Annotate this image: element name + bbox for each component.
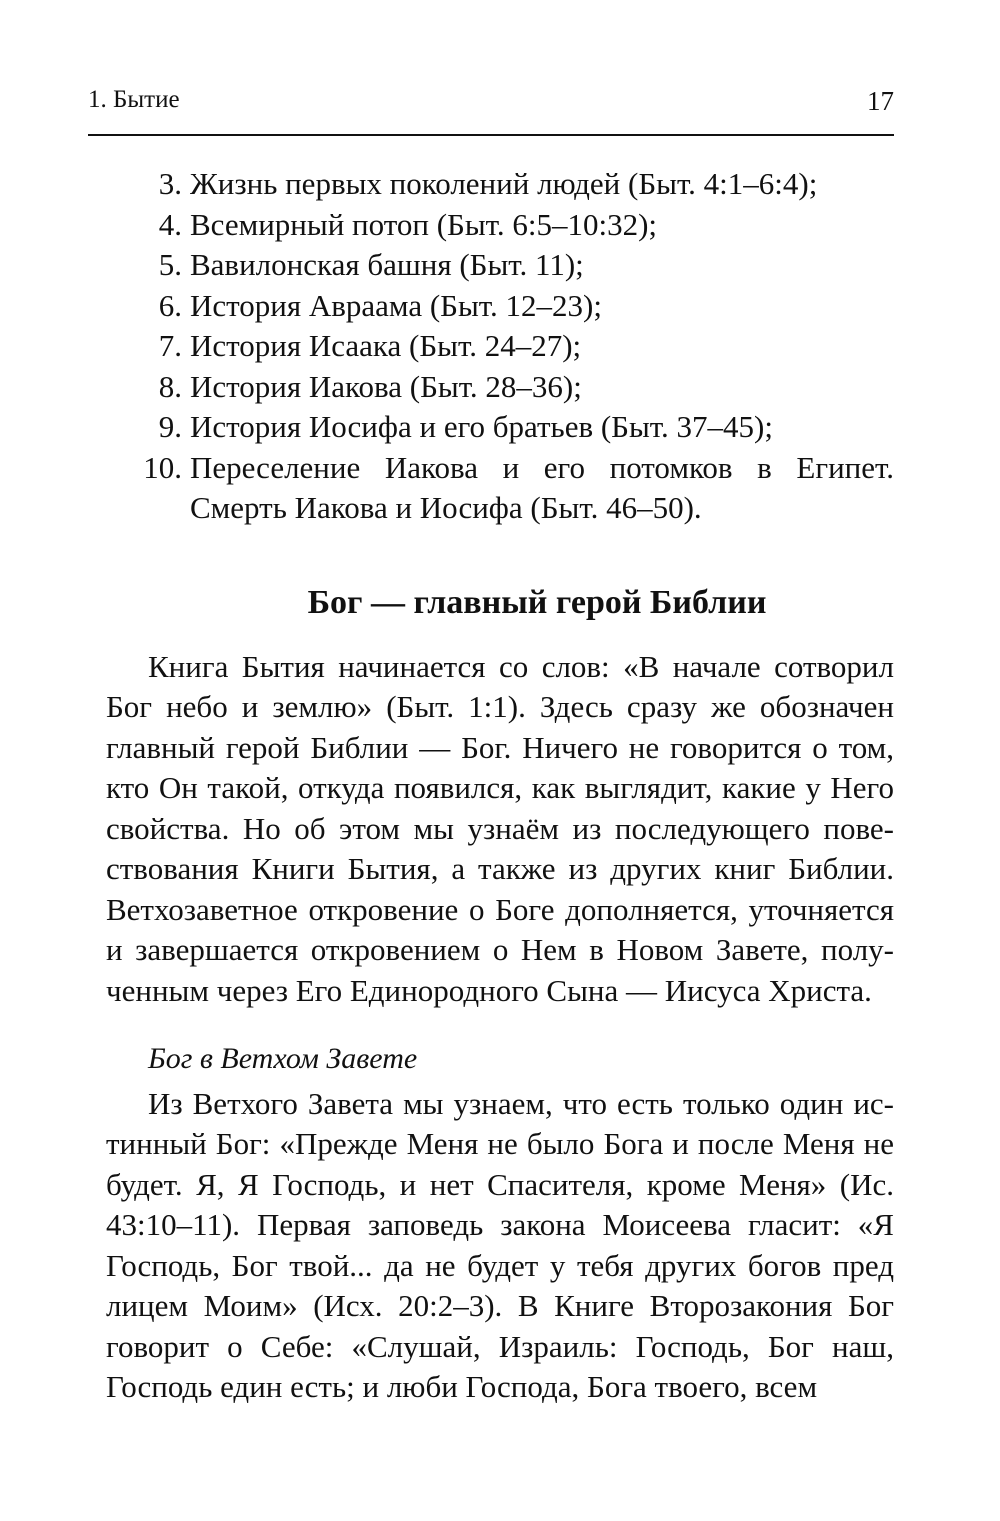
content-outline-list bbox=[100, 164, 894, 529]
list-item-number: 10. bbox=[143, 449, 182, 485]
list-item-text: История Иосифа и его братьев (Быт. 37–45); bbox=[190, 409, 773, 444]
list-item-text: История Авраама (Быт. 12–23); bbox=[190, 287, 602, 323]
body-paragraph: Книга Бытия начинается со слов: «В начале сотворил Бог небо и землю» (Быт. 1:1). Здесь сразу же обозначен главный герой Библии — Бог. Ничего не говорится о том, кто Он такой, откуда появился, как выглядит, какие у Него свойства. Но об этом мы узнаём из последующего повествования Книги Бытия, а также из других книг Библии. Ветхозаветное откровение о Боге дополняется, уточняется и завершается откровением о Нем в Новом Завете, полученным через Его Единородного Сына — Иисуса Христа. bbox=[106, 648, 894, 1008]
list-item-text: История Исаака (Быт. 24–27); bbox=[190, 328, 582, 363]
list-item-text: История Иакова (Быт. 28–36); bbox=[190, 368, 582, 404]
list-item bbox=[100, 326, 894, 367]
list-item-number: 3. bbox=[158, 166, 182, 201]
list-item-text: Переселение Иакова и его потомков в Египет. Смерть Иакова и Иосифа (Быт. 46–50). bbox=[190, 449, 894, 525]
body-paragraph: Из Ветхого Завета мы узнаем, что есть только один истинный Бог: «Прежде Меня не было Бога и после Меня не будет. Я, Я Господь, и нет Спасителя, кроме Меня» (Ис. 43:10–11). Первая заповедь закона Моисеева гласит: «Я Господь, Бог твой... да не будет у тебя других богов пред лицем Моим» (Исх. 20:2–3). В Книге Второзакония Бог говорит о Себе: «Слушай, Израиль: Господь, Бог наш, Господь един есть; и люби Господа, Бога твоего, всем bbox=[106, 1085, 894, 1404]
list-item-number: 4. bbox=[158, 206, 182, 242]
list-item bbox=[100, 205, 894, 246]
list-item-number: 5. bbox=[158, 247, 182, 282]
list-item-number: 8. bbox=[158, 368, 182, 404]
list-item bbox=[100, 448, 894, 529]
list-item bbox=[100, 407, 894, 448]
page-body bbox=[100, 164, 894, 1408]
list-item bbox=[100, 164, 894, 205]
chapter-title: 1. Бытие bbox=[88, 86, 180, 113]
list-item-text: Вавилонская башня (Быт. 11); bbox=[190, 247, 584, 282]
list-item-number: 9. bbox=[158, 409, 182, 444]
list-item bbox=[100, 286, 894, 327]
list-item-number: 7. bbox=[158, 328, 182, 363]
list-item-number: 6. bbox=[158, 287, 182, 323]
list-item bbox=[100, 245, 894, 286]
page-number: 17 bbox=[867, 86, 894, 116]
list-item-text: Жизнь первых поколений людей (Быт. 4:1–6:4); bbox=[190, 166, 818, 201]
section-heading: Бог — главный герой Библии bbox=[307, 583, 767, 621]
list-item-text: Всемирный потоп (Быт. 6:5–10:32); bbox=[190, 206, 658, 242]
header-rule bbox=[88, 134, 894, 136]
running-head bbox=[88, 80, 894, 124]
subsection-heading: Бог в Ветхом Завете bbox=[148, 1042, 418, 1075]
list-item bbox=[100, 367, 894, 408]
